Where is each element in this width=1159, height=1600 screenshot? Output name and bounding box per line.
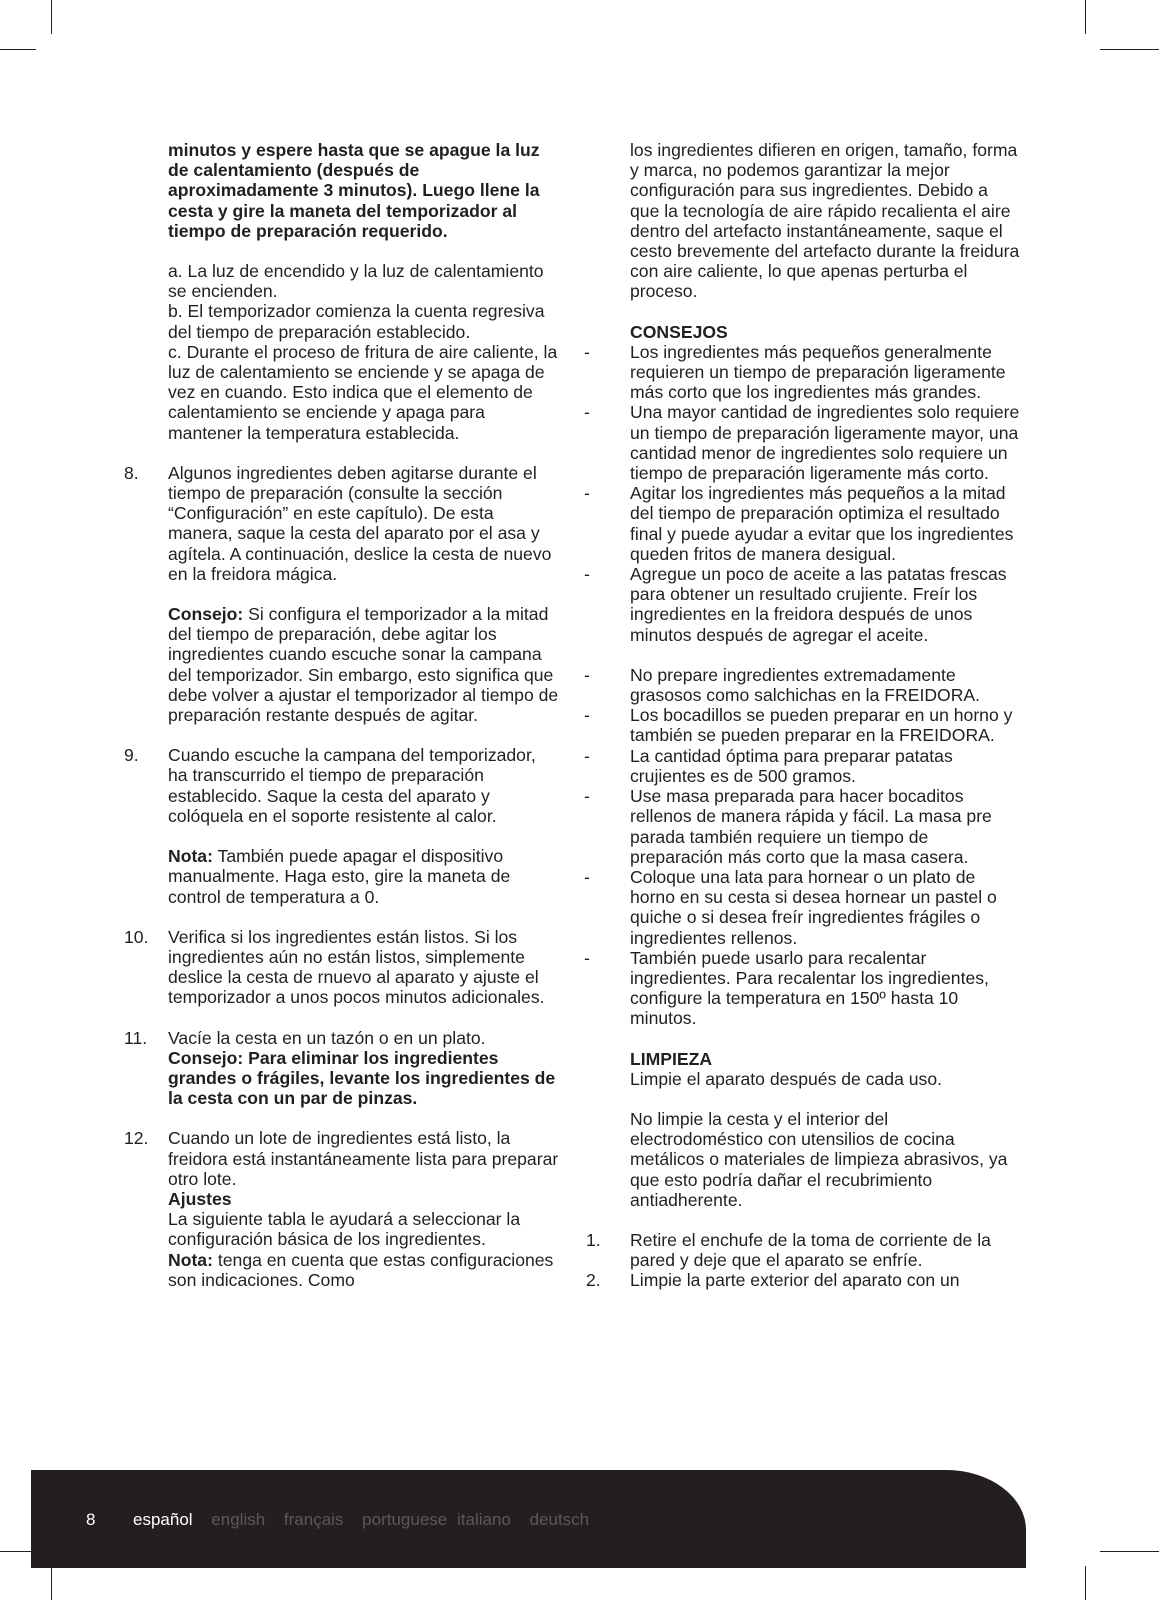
step-number: 12. [124,1128,149,1149]
step-text: Retire el enchufe de la toma de corriente de la pared y deje que el aparato se enfríe. [630,1229,991,1271]
page-footer [31,1470,1026,1568]
language-item-portuguese: portuguese [362,1510,448,1529]
crop-mark [51,0,52,34]
bullet-dash: - [584,866,590,887]
step-text: Cuando un lote de ingredientes está listo, la freidora está instantáneamente lista para preparar otro lote. [168,1128,559,1189]
bullet-dash: - [584,564,590,585]
step-number: 10. [124,926,149,947]
note-label: Nota: [168,846,213,867]
crop-mark [0,49,36,50]
language-list [133,1510,603,1530]
step-text: Limpie la parte exterior del aparato con un [630,1270,960,1291]
tip-text: Agitar los ingredientes más pequeños a la mitad del tiempo de preparación optimiza el resultado final y puede ayudar a evitar que los ingredientes queden fritos de manera desigual. [630,483,1014,564]
crop-mark [51,1566,52,1600]
sub-item-a: a. La luz de encendido y la luz de calentamiento se encienden. [168,261,544,302]
crop-mark [1100,49,1159,50]
tip-item [584,483,1022,564]
tip-text: La cantidad óptima para preparar patatas crujientes es de 500 gramos. [630,745,953,786]
crop-mark [1085,1566,1086,1600]
bullet-dash: - [584,341,590,362]
step-11 [124,1027,560,1109]
tip-item [584,564,1022,645]
language-item-deutsch: deutsch [529,1510,590,1529]
right-column [584,140,1022,1291]
bullet-dash: - [584,483,590,504]
language-item-francais: français [283,1510,344,1529]
step-number: 9. [124,745,139,766]
tip-text: Si configura el temporizador a la mitad del tiempo de preparación, debe agitar los ingredientes cuando escuche sonar la campana del temporizador. Sin embargo, esto significa que debe volver a ajustar el temporizador al tiempo de preparación restante después de agitar. [168,604,559,726]
sub-item-c: c. Durante el proceso de fritura de aire caliente, la luz de calentamiento se enciende y se apaga de vez en cuando. Esto indica que el elemento de calentamiento se enciende y apaga para mantener la temperatura establecida. [168,341,558,443]
step-9 [124,745,560,907]
tip-paragraph [168,604,560,725]
step-12 [124,1128,560,1290]
step-number: 11. [124,1027,148,1048]
tip-bold-text: Consejo: Para eliminar los ingredientes grandes o frágiles, levante los ingredientes de la cesta con un par de pinzas. [168,1047,556,1109]
tip-item [584,402,1022,484]
tip-text: También puede usarlo para recalentar ingredientes. Para recalentar los ingredientes, configure la temperatura en 150º hasta 10 minutos. [630,947,989,1029]
cleaning-step [586,1229,1022,1271]
tip-label: Consejo: [168,604,244,625]
step-8 [124,462,560,726]
tip-text: Coloque una lata para hornear o un plato de horno en su cesta si desea hornear un pastel o quiche o si desea freír ingredientes frágiles o ingredientes rellenos. [630,866,997,948]
tip-text: Use masa preparada para hacer bocaditos rellenos de manera rápida y fácil. La masa pre parada también requiere un tiempo de preparación más corto que la masa casera. [630,786,992,867]
language-item-espanol: español [133,1510,193,1529]
language-item-english: english [211,1510,266,1529]
note-label: Nota: [168,1249,213,1270]
tip-item [584,786,1022,867]
note-paragraph [168,1250,560,1290]
bullet-dash: - [584,786,590,807]
step-text: Vacíe la cesta en un tazón o en un plato. [168,1027,486,1048]
step-number: 2. [586,1270,601,1291]
page-number: 8 [86,1510,96,1529]
bullet-dash: - [584,745,590,766]
note-paragraph [168,846,560,907]
intro-bold-text: minutos y espere hasta que se apague la luz de calentamiento (después de aproximadamente 3 minutos). Luego llene la cesta y gire la maneta del temporizador al tiempo de preparación requerido. [168,140,540,241]
left-column [124,140,560,1290]
bullet-dash: - [584,402,590,423]
tip-item [584,664,1022,706]
tip-item [584,341,1022,403]
step-10 [124,926,560,1008]
tip-text: Los ingredientes más pequeños generalmente requieren un tiempo de preparación ligeramente más corto que los ingredientes más grandes. [630,341,1006,403]
step-text: Algunos ingredientes deben agitarse durante el tiempo de preparación (consulte la sección “Configuración” en este capítulo). De esta manera, saque la cesta del aparato por el asa y agítela. A continuación, deslice la cesta de nuevo en la freidora mágica. [168,462,552,584]
note-text: tenga en cuenta que estas configuraciones son indicaciones. Como [168,1249,554,1290]
limpieza-text: Limpie el aparato después de cada uso. [630,1068,943,1089]
sub-item-b: b. El temporizador comienza la cuenta regresiva del tiempo de preparación establecido. [168,301,545,342]
language-item-italiano: italiano [456,1510,511,1529]
bullet-dash: - [584,947,590,968]
step-number: 8. [124,462,139,483]
tips-list [584,341,1022,1029]
ajustes-text: La siguiente tabla le ayudará a seleccionar la configuración básica de los ingredientes. [168,1209,521,1250]
tip-item [584,866,1022,948]
crop-mark [1085,0,1086,34]
tip-text: Los bocadillos se pueden preparar en un horno y también se pueden preparar en la FREIDORA. [630,705,1013,746]
limpieza-warning: No limpie la cesta y el interior del electrodoméstico con utensilios de cocina metálicos o materiales de limpieza abrasivos, ya que esto podría dañar el recubrimiento antiadherente. [630,1108,1008,1210]
note-text: También puede apagar el dispositivo manualmente. Haga esto, gire la maneta de control de temperatura a 0. [168,846,511,907]
tip-text: Una mayor cantidad de ingredientes solo requiere un tiempo de preparación ligeramente mayor, una cantidad menor de ingredientes solo requiere un tiempo de preparación ligeramente más corto. [630,402,1020,484]
tip-item [584,705,1022,746]
bullet-dash: - [584,705,590,726]
bullet-dash: - [584,664,590,685]
tip-item [584,947,1022,1029]
tip-text: Agregue un poco de aceite a las patatas frescas para obtener un resultado crujiente. Freír los ingredientes en la freidora después de unos minutos después de agregar el aceite. [630,564,1007,645]
consejos-heading: CONSEJOS [630,321,728,342]
step-text: Verifica si los ingredientes están listos. Si los ingredientes aún no están listos, simplemente deslice la cesta de rnuevo al aparato y ajuste el temporizador a unos pocos minutos adicionales. [168,926,545,1008]
right-intro-text: los ingredientes difieren en origen, tamaño, forma y marca, no podemos garantizar la mejor configuración para sus ingredientes. Debido a que la tecnología de aire rápido recalienta el aire dentro del artefacto instantáneamente, saque el cesto brevemente del artefacto durante la freidura con aire caliente, lo que apenas perturba el proceso. [630,140,1020,302]
tip-item [584,745,1022,786]
ajustes-heading: Ajustes [168,1188,232,1209]
limpieza-heading: LIMPIEZA [630,1048,713,1069]
step-number: 1. [586,1229,601,1250]
cleaning-step [586,1270,1022,1291]
step-text: Cuando escuche la campana del temporizador, ha transcurrido el tiempo de preparación establecido. Saque la cesta del aparato y colóquela en el soporte resistente al calor. [168,745,536,826]
tip-text: No prepare ingredientes extremadamente grasosos como salchichas en la FREIDORA. [630,664,981,706]
crop-mark [1100,1551,1159,1552]
